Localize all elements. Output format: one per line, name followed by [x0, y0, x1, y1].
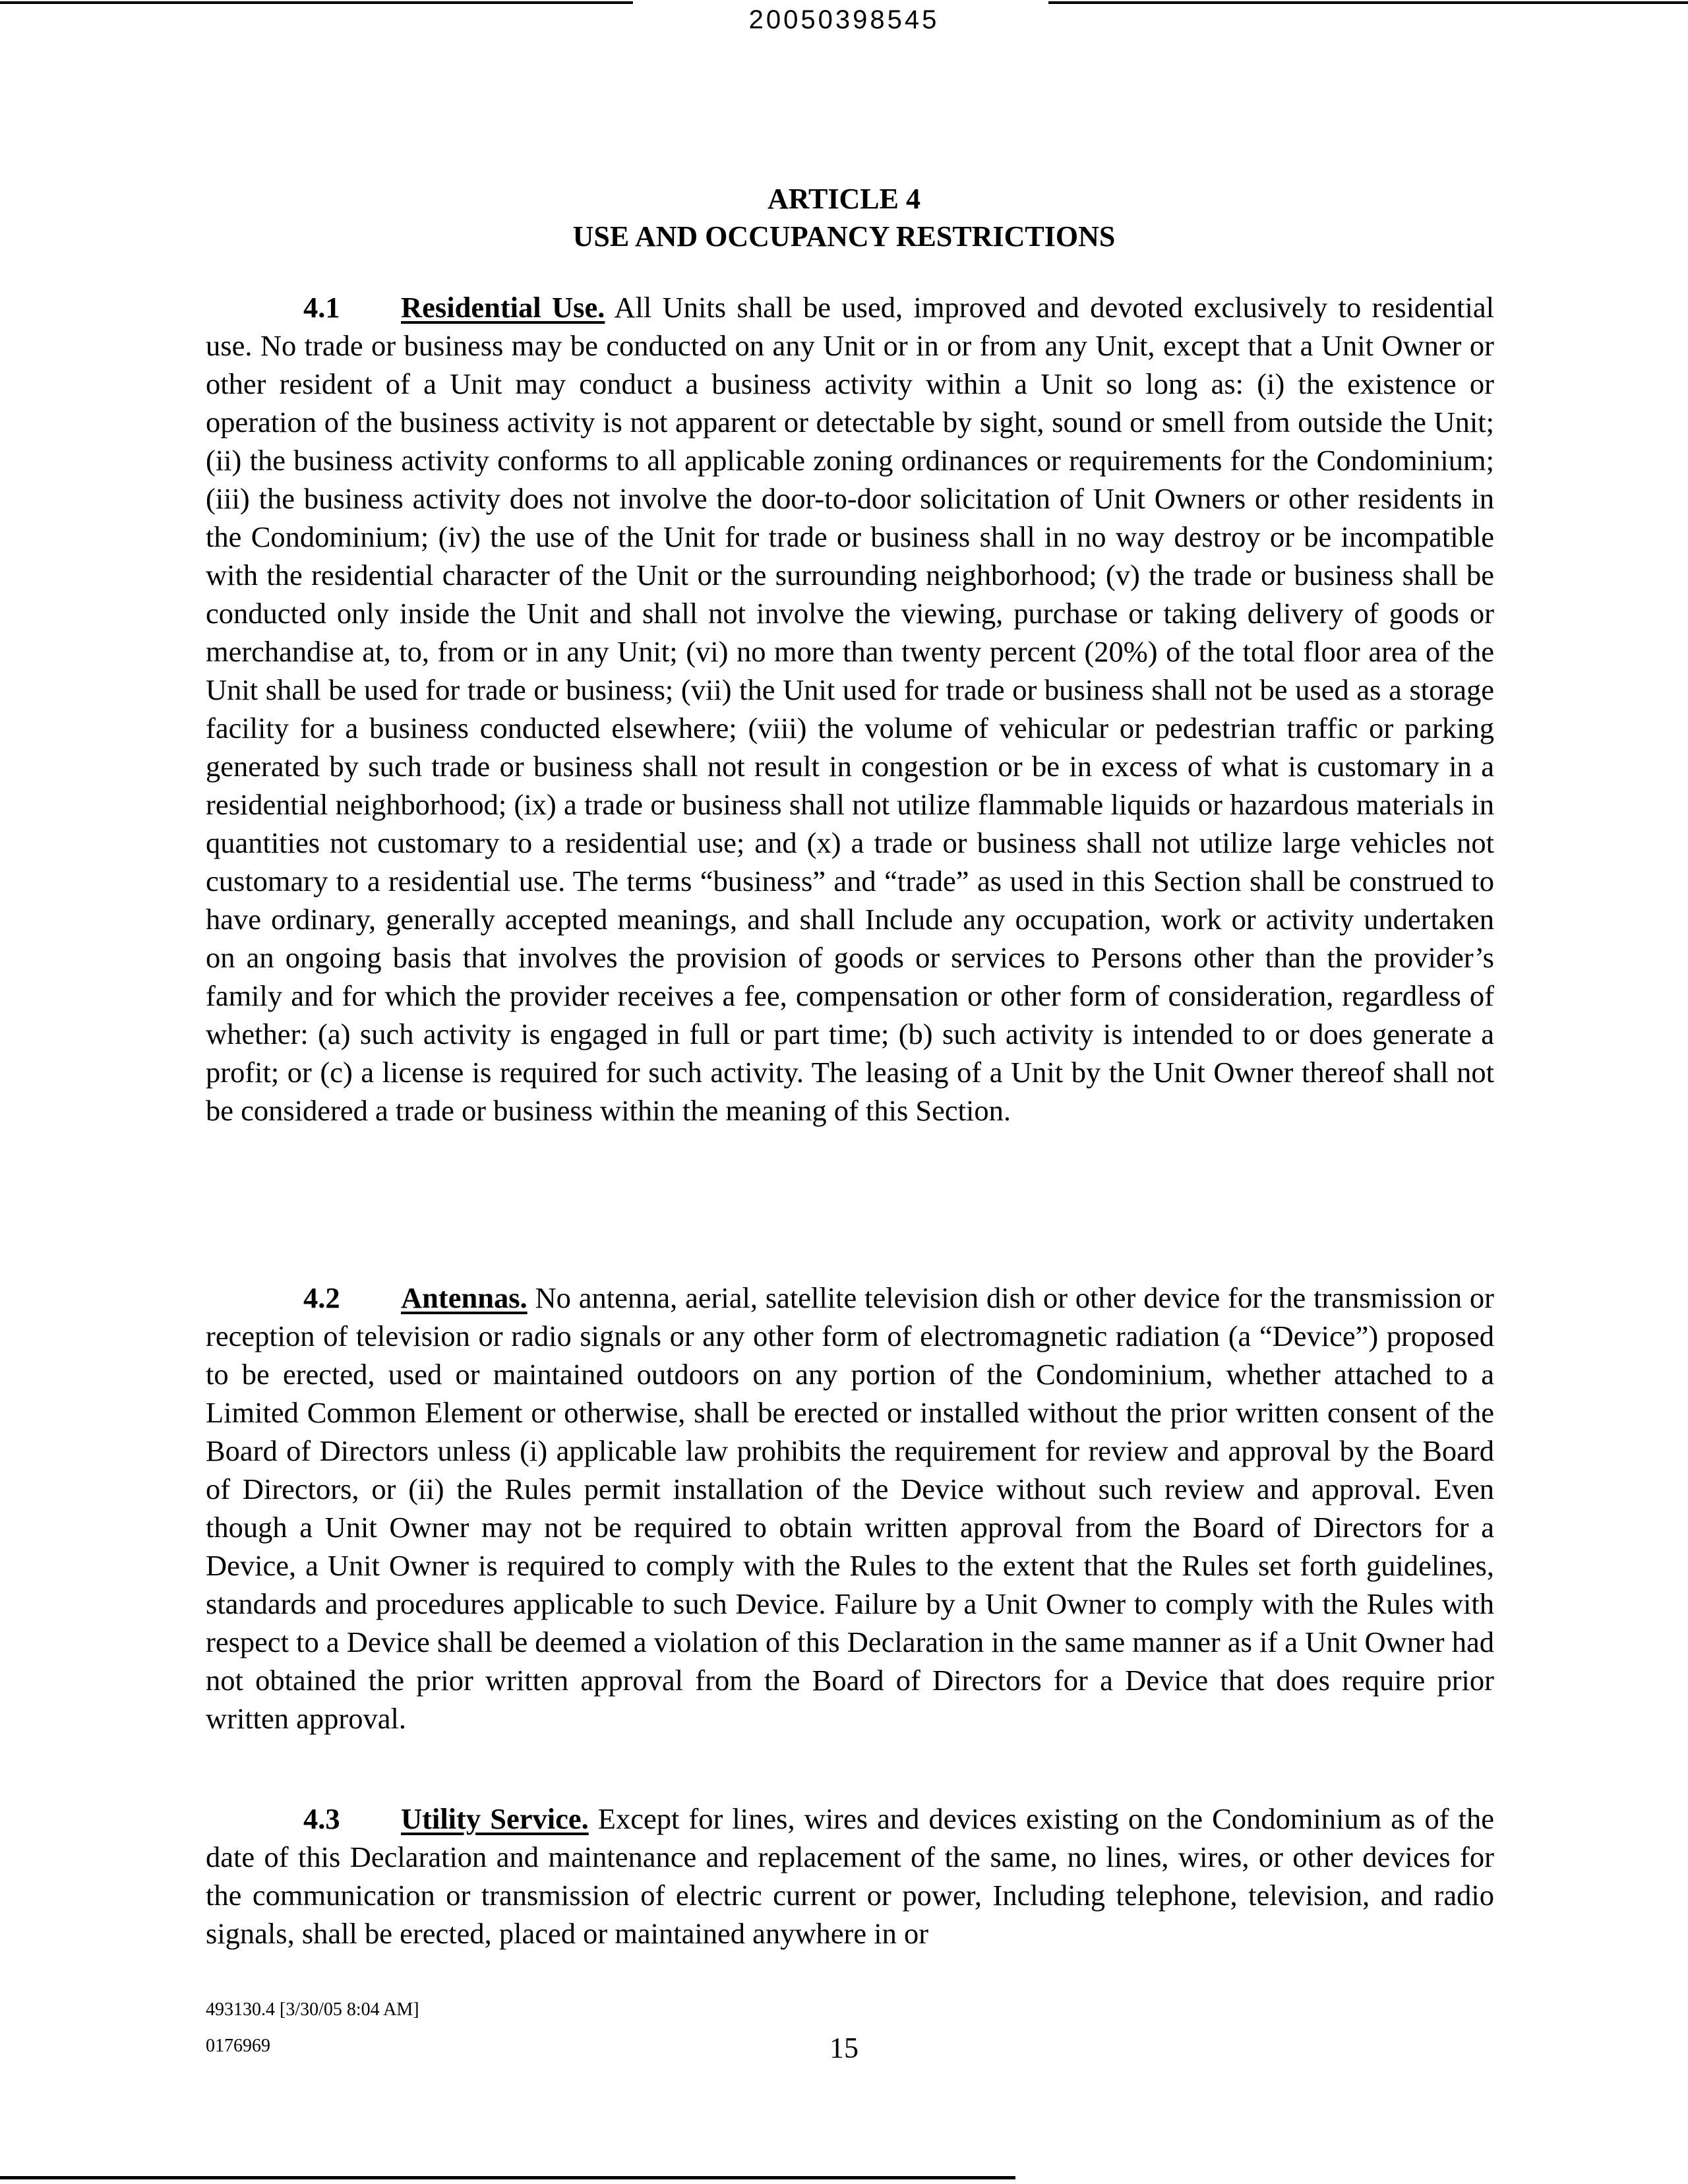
section-body: Except for lines, wires and devices existing on the Condominium as of the date of this Declaration and maintenance and replacement of the same, no lines, wires, or other devices for the communication or transmission of electric current or power, Including telephone, television, and radio signals, shall be erected, placed or maintained anywhere in or: [206, 1802, 1495, 1950]
section-number: 4.1: [303, 291, 340, 324]
footer-document-reference: 493130.4 [3/30/05 8:04 AM]: [206, 1999, 419, 2020]
section-title: Antennas.: [401, 1281, 528, 1314]
section-title: Utility Service.: [401, 1802, 589, 1835]
section-4-1: [206, 288, 1494, 1130]
section-body: No antenna, aerial, satellite television dish or other device for the transmission or reception of television or radio signals or any other form of electromagnetic radiation (a “Device”) proposed to be erected, used or maintained outdoors on any portion of the Condominium, whether attached to a Limited Common Element or otherwise, shall be erected or installed without the prior written consent of the Board of Directors unless (i) applicable law prohibits the requirement for review and approval by the Board of Directors, or (ii) the Rules permit installation of the Device without such review and approval. Even though a Unit Owner may not be required to obtain written approval from the Board of Directors for a Device, a Unit Owner is required to comply with the Rules to the extent that the Rules set forth guidelines, standards and procedures applicable to such Device. Failure by a Unit Owner to comply with the Rules with respect to a Device shall be deemed a violation of this Declaration in the same manner as if a Unit Owner had not obtained the prior written approval from the Board of Directors for a Device that does require prior written approval.: [206, 1281, 1494, 1735]
footer-client-number: 0176969: [206, 2036, 270, 2056]
section-4-3: [206, 1800, 1494, 1953]
section-number: 4.2: [303, 1281, 340, 1314]
bottom-border-rule: [0, 2176, 1015, 2179]
article-title: ARTICLE 4: [768, 183, 920, 215]
section-number: 4.3: [303, 1802, 340, 1835]
section-title: Residential Use.: [401, 291, 605, 324]
document-number: 20050398545: [748, 5, 940, 34]
section-body: All Units shall be used, improved and devoted exclusively to residential use. No trade or business may be conducted on any Unit or in or from any Unit, except that a Unit Owner or other resident of a Unit may conduct a business activity within a Unit so long as: (i) the existence or operation of the business activity is not apparent or detectable by sight, sound or smell from outside the Unit; (ii) the business activity conforms to all applicable zoning ordinances or requirements for the Condominium; (iii) the business activity does not involve the door-to-door solicitation of Unit Owners or other residents in the Condominium; (iv) the use of the Unit for trade or business shall in no way destroy or be incompatible with the residential character of the Unit or the surrounding neighborhood; (v) the trade or business shall be conducted only inside the Unit and shall not involve the viewing, purchase or taking delivery of goods or merchandise at, to, from or in any Unit; (vi) no more than twenty percent (20%) of the total floor area of the Unit shall be used for trade or business; (vii) the Unit used for trade or business shall not be used as a storage facility for a business conducted elsewhere; (viii) the volume of vehicular or pedestrian traffic or parking generated by such trade or business shall not result in congestion or be in excess of what is customary in a residential neighborhood; (ix) a trade or business shall not utilize flammable liquids or hazardous materials in quantities not customary to a residential use; and (x) a trade or business shall not utilize large vehicles not customary to a residential use. The terms “business” and “trade” as used in this Section shall be construed to have ordinary, generally accepted meanings, and shall Include any occupation, work or activity undertaken on an ongoing basis that involves the provision of goods or services to Persons other than the provider’s family and for which the provider receives a fee, compensation or other form of consideration, regardless of whether: (a) such activity is engaged in full or part time; (b) such activity is intended to or does generate a profit; or (c) a license is required for such activity. The leasing of a Unit by the Unit Owner thereof shall not be considered a trade or business within the meaning of this Section.: [206, 291, 1494, 1127]
section-4-2: [206, 1279, 1494, 1738]
page-number: 15: [829, 2032, 859, 2064]
article-subtitle: USE AND OCCUPANCY RESTRICTIONS: [572, 220, 1116, 253]
